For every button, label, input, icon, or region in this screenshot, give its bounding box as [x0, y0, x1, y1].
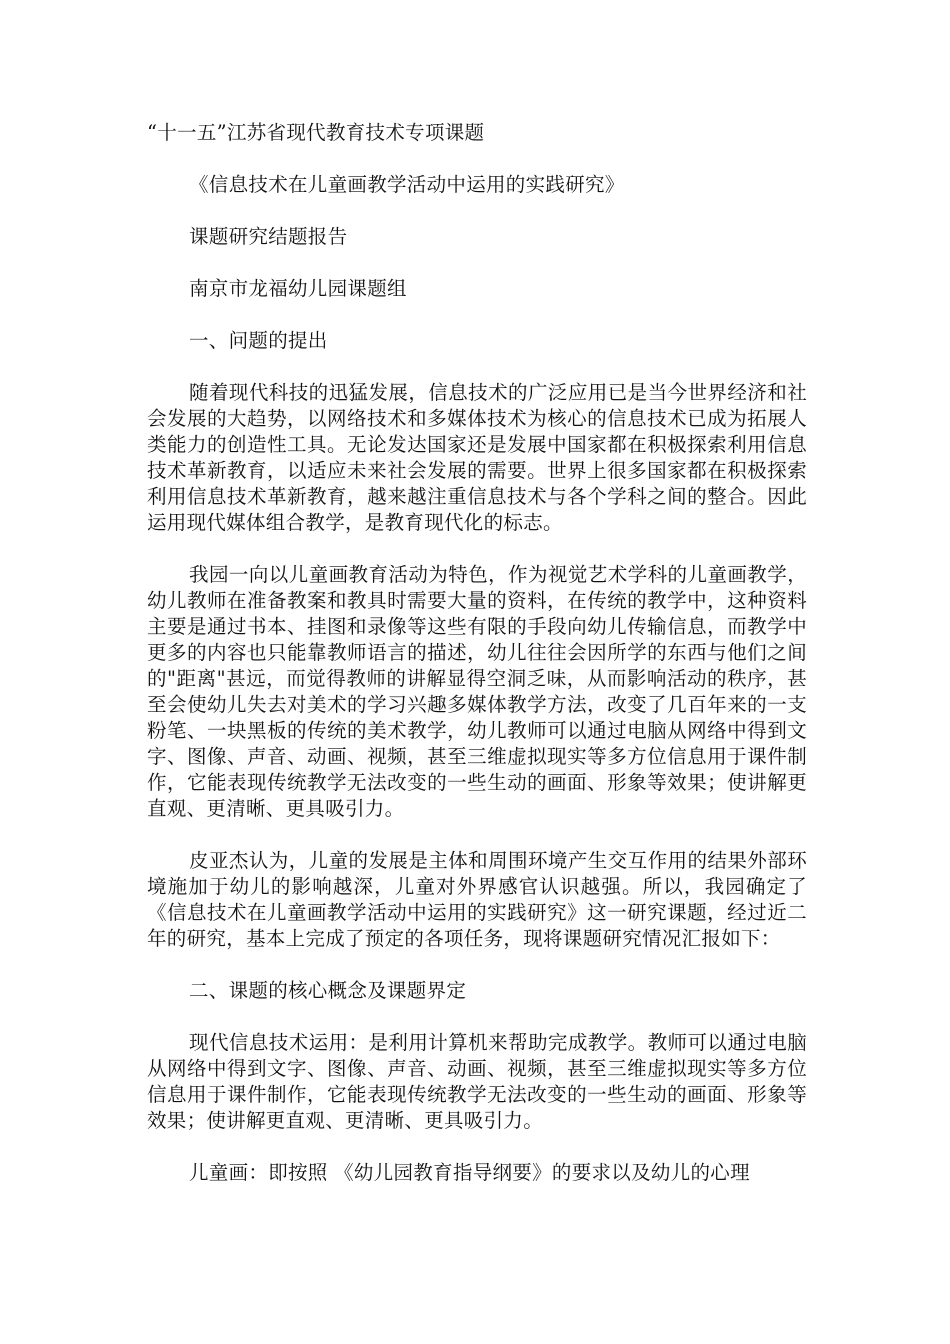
book-title: 《信息技术在儿童画教学活动中运用的实践研究》 — [189, 173, 625, 196]
report-title: 课题研究结题报告 — [189, 225, 348, 248]
section-heading: 二、课题的核心概念及课题界定 — [189, 979, 467, 1002]
paragraph: 皮亚杰认为，儿童的发展是主体和周围环境产生交互作用的结果外部环境施加于幼儿的影响越深，儿童对外界感官认识越强。所以，我园确定了《信息技术在儿童画教学活动中运用的实践研究》这一研究课题，经过近二年的研究，基本上完成了预定的各项任务，现将课题研究情况汇报如下： — [147, 849, 807, 950]
project-title: “十一五”江苏省现代教育技术专项课题 — [147, 121, 485, 144]
paragraph: 我园一向以儿童画教育活动为特色，作为视觉艺术学科的儿童画教学，幼儿教师在准备教案和教具时需要大量的资料，在传统的教学中，这种资料主要是通过书本、挂图和录像等这些有限的手段向幼儿传输信息，而教学中更多的内容也只能靠教师语言的描述，幼儿往往会因所学的东西与他们之间的"距离"甚远，而觉得教师的讲解显得空洞乏味，从而影响活动的秩序，甚至会使幼儿失去对美术的学习兴趣多媒体教学方法，改变了几百年来的一支粉笔、一块黑板的传统的美术教学，幼儿教师可以通过电脑从网络中得到文字、图像、声音、动画、视频，甚至三维虚拟现实等多方位信息用于课件制作，它能表现传统教学无法改变的一些生动的画面、形象等效果；使讲解更直观、更清晰、更具吸引力。 — [147, 563, 807, 820]
section-heading: 一、问题的提出 — [189, 329, 328, 352]
paragraph: 儿童画：即按照 《幼儿园教育指导纲要》的要求以及幼儿的心理 — [189, 1161, 750, 1184]
document-body — [147, 120, 807, 1210]
author-line: 南京市龙福幼儿园课题组 — [189, 277, 407, 300]
paragraph: 随着现代科技的迅猛发展，信息技术的广泛应用已是当今世界经济和社会发展的大趋势，以网络技术和多媒体技术为核心的信息技术已成为拓展人类能力的创造性工具。无论发达国家还是发展中国家都在积极探索利用信息技术革新教育，以适应未来社会发展的需要。世界上很多国家都在积极探索利用信息技术革新教育，越来越注重信息技术与各个学科之间的整合。因此运用现代媒体组合教学，是教育现代化的标志。 — [147, 381, 807, 534]
paragraph: 现代信息技术运用：是利用计算机来帮助完成教学。教师可以通过电脑从网络中得到文字、图像、声音、动画、视频，甚至三维虚拟现实等多方位信息用于课件制作，它能表现传统教学无法改变的一些生动的画面、形象等效果；使讲解更直观、更清晰、更具吸引力。 — [147, 1031, 807, 1132]
